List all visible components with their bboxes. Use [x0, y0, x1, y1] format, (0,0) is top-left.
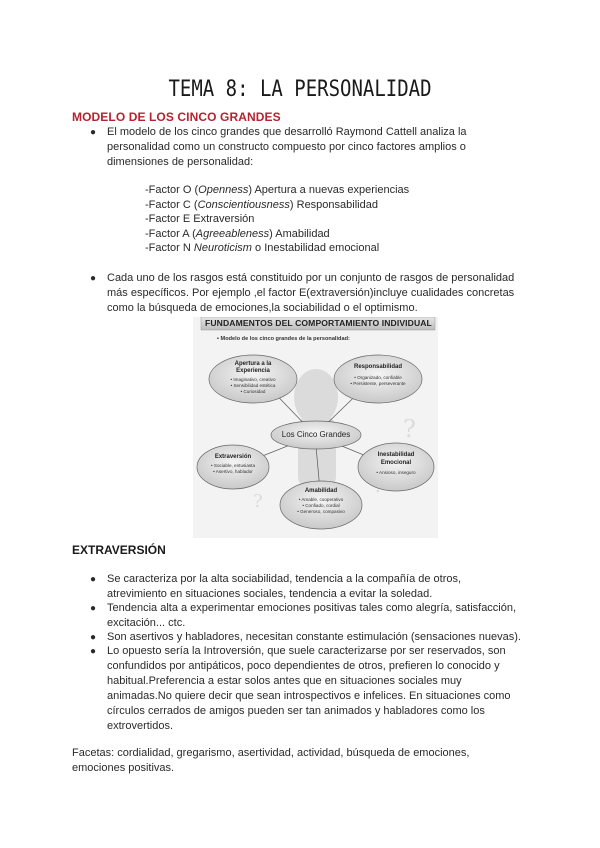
bullet-dot: ● — [90, 646, 97, 657]
text-line: Se caracteriza por la alta sociabilidad, tendencia a la compañía de otros, — [107, 573, 462, 585]
text-line: El modelo de los cinco grandes que desarrolló Raymond Cattell analiza la — [107, 126, 467, 138]
text-line: atrevimiento en situaciones sociales, tendencia a evitar la soledad. — [107, 588, 433, 600]
text-line: confundidos por antipáticos, poco dependientes de otros, prefieren lo conocido y — [107, 660, 500, 672]
bullet-asertivos — [90, 630, 521, 645]
text-line: más específicos. Por ejemplo ,el factor E(extraversión)incluye cualidades concretas — [107, 287, 515, 299]
factor-n: -Factor N Neuroticism o Inestabilidad emocional — [145, 242, 380, 254]
bullet-sociabilidad — [90, 572, 462, 602]
bullet-introversion — [90, 644, 511, 734]
bullet-dot: ● — [90, 603, 97, 614]
text-line: habitual.Preferencia a estar solos antes que en situaciones sociales muy — [107, 675, 462, 687]
text-line: Lo opuesto sería la Introversión, que suele caracterizarse por ser reservados, son — [107, 645, 506, 657]
text-line: extrovertidos. — [107, 720, 174, 732]
node-neuroticism-title: Inestabilidad Emocional — [377, 452, 415, 466]
text-line: círculos cerrados de amigos pueden ser tan animados y habladores como los — [107, 705, 485, 717]
text-line: Tendencia alta a experimentar emociones positivas tales como alegría, satisfacción, — [107, 602, 517, 614]
bullet-dot: ● — [90, 632, 97, 643]
text-line: Cada uno de los rasgos está constituido por un conjunto de rasgos de personalidad — [107, 272, 515, 284]
text-line: animadas.No quiere decir que sean introspectivos e infelices. En situaciones como — [107, 690, 511, 702]
bullet-dot: ● — [90, 127, 97, 138]
factor-c: -Factor C (Conscientiousness) Responsabilidad — [145, 199, 378, 211]
diagram-title: FUNDAMENTOS DEL COMPORTAMIENTO INDIVIDUAL — [205, 318, 432, 328]
bullet-dot: ● — [90, 574, 97, 585]
diagram-center-label: Los Cinco Grandes — [281, 430, 351, 439]
bullet-cattell — [90, 125, 467, 170]
big-five-diagram — [193, 317, 438, 538]
text-line: Facetas: cordialidad, gregarismo, asertividad, actividad, búsqueda de emociones, — [72, 747, 470, 759]
bullet-dot: ● — [90, 273, 97, 284]
factor-o: -Factor O (Openness) Apertura a nuevas experiencias — [145, 184, 410, 196]
text-line: emociones positivas. — [72, 762, 175, 774]
node-extraversion-title: Extraversión — [214, 454, 252, 460]
node-agreeableness-traits: • Amable, cooperativo • Confiado, cordial • Generoso, compasivo — [297, 497, 345, 514]
node-openness-title: Apertura a la Experiencia — [234, 361, 272, 374]
text-line: personalidad como un constructo compuesto por cinco factores amplios o — [107, 141, 466, 153]
page-title: TEMA 8: LA PERSONALIDAD — [168, 76, 432, 102]
svg-text:?: ? — [253, 491, 263, 512]
text-line: dimensiones de personalidad: — [107, 156, 254, 168]
facets-paragraph — [72, 746, 512, 776]
diagram-subtitle: ▪ Modelo de los cinco grandes de la personalidad: — [217, 336, 350, 342]
node-extraversion-traits: • Sociable, entusiasta • Asertivo, hablador — [211, 463, 255, 474]
node-neuroticism-traits: • Ansioso, inseguro — [376, 470, 416, 475]
node-openness-traits: • Imaginativo, creativo • Sensibilidad estética • Curiosidad — [230, 377, 276, 394]
bullet-rasgos — [90, 271, 515, 316]
text-line: excitación... ctc. — [107, 617, 186, 629]
bullet-emociones — [90, 601, 517, 631]
factor-e: -Factor E Extraversión — [145, 213, 255, 225]
svg-text:?: ? — [403, 415, 416, 443]
text-line: como la búsqueda de emociones,la sociabilidad o el optimismo. — [107, 302, 418, 314]
node-agreeableness-title: Amabilidad — [304, 488, 338, 494]
section-heading-big-five: MODELO DE LOS CINCO GRANDES — [72, 110, 281, 124]
node-responsibility-title: Responsabilidad — [353, 364, 402, 370]
section-heading-extraversion: EXTRAVERSIÓN — [72, 543, 166, 557]
factor-a: -Factor A (Agreeableness) Amabilidad — [145, 228, 330, 240]
text-line: Son asertivos y habladores, necesitan constante estimulación (sensaciones nuevas). — [107, 631, 521, 643]
node-responsibility-traits: • Organizado, confiable • Persistente, perseverante — [350, 375, 406, 386]
